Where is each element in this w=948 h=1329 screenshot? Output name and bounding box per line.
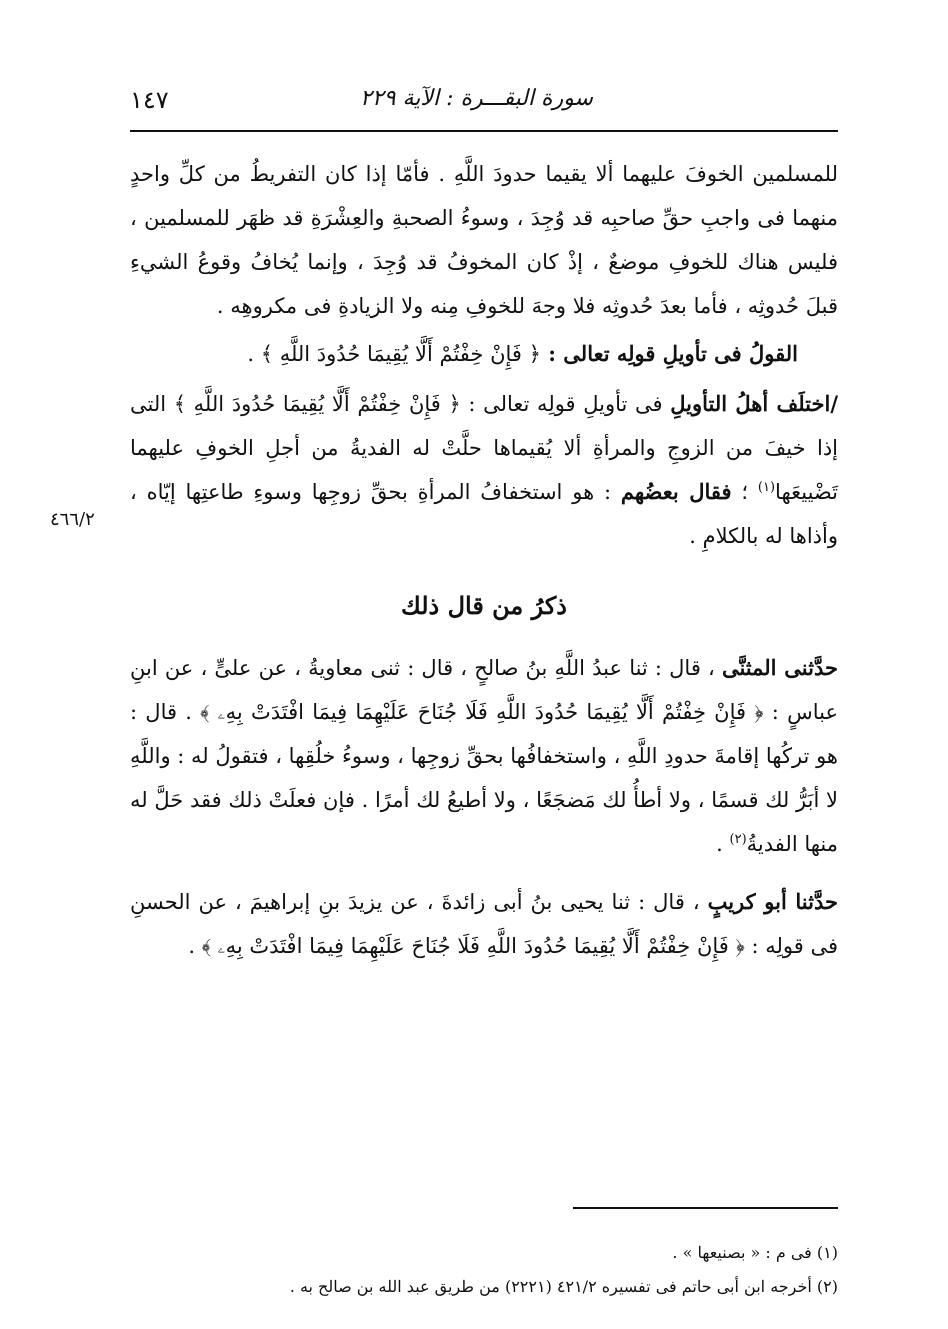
paragraph-gap <box>130 866 838 880</box>
footnote-marker-2: (٢) <box>729 832 747 847</box>
paragraph-3 <box>130 646 838 866</box>
running-title: سورة البقـــرة : الآية ٢٢٩ <box>360 86 593 111</box>
paragraph-3-end: . <box>716 832 730 856</box>
paragraph-2-end: : هو استخفافُ المرأةِ بحقِّ زوجِها وسوءِ طاعتِها إيّاه ، وأذاها له بالكلامِ . <box>130 480 838 548</box>
verse-heading <box>130 332 838 376</box>
paragraph-2 <box>130 382 838 558</box>
footnote-2: (٢) أخرجه ابن أبى حاتم فى تفسيره ٤٢١/٢ (٢٢٢١) من طريق عبد الله بن صالح به . <box>289 1277 838 1296</box>
page-header <box>130 86 838 122</box>
heading-verse: ﴿ فَإِنْ خِفْتُمْ أَلَّا يُقِيمَا حُدُودَ اللَّهِ ﴾ . <box>247 342 541 366</box>
paragraph-4-text: ، قال : ثنا يحيى بنُ أبى زائدةَ ، عن يزيدَ بنِ إبراهيمَ ، عن الحسنِ فى قولِه : ﴿ فَإِنْ خِفْتُمْ أَلَّا يُقِيمَا حُدُودَ اللَّهِ فَلَا جُنَاحَ عَلَيْهِمَا فِيمَا افْتَدَتْ بِهِۦ ﴾ . <box>130 890 838 958</box>
paragraph-2-lead: /اختلَف أهلُ التأويلِ <box>670 391 838 416</box>
margin-reference: ٤٦٦/٢ <box>50 509 95 530</box>
footnotes <box>130 1236 838 1304</box>
paragraph-4 <box>130 880 838 968</box>
header-rule <box>130 130 838 132</box>
main-text <box>130 152 838 968</box>
paragraph-2-text: فى تأويلِ قولِه تعالى : ﴿ فَإِنْ خِفْتُمْ أَلَّا يُقِيمَا حُدُودَ اللَّهِ ﴾ التى إذا خيفَ من الزوجِ والمرأةِ ألا يُقيماها حلَّتْ له الفديةُ من أجلِ الخوفِ عليهما تَضْييعَها <box>130 392 838 504</box>
paragraph-3-text: ، قال : ثنا عبدُ اللَّهِ بنُ صالحٍ ، قال : ثنى معاويةُ ، عن علىٍّ ، عن ابنِ عباسٍ : ﴿ فَإِنْ خِفْتُمْ أَلَّا يُقِيمَا حُدُودَ اللَّهِ فَلَا جُنَاحَ عَلَيْهِمَا فِيمَا افْتَدَتْ بِهِۦ ﴾ . قال : هو تركُها إقامةَ حدودِ اللَّهِ ، واستخفافُها بحقِّ زوجِها ، وسوءُ خلُقِها ، فتقولُ له : واللَّهِ لا أبَرُّ لك قسمًا ، ولا أطأُ لك مَضجَعًا ، ولا أطيعُ لك أمرًا . فإن فعلَتْ ذلك فقد حَلَّ له منها الفديةُ <box>130 656 838 856</box>
page-number: ١٤٧ <box>130 86 169 114</box>
section-title: ذكرُ من قال ذلك <box>401 591 567 620</box>
heading-label: القولُ فى تأويلِ قولِه تعالى : <box>548 341 798 366</box>
paragraph-2-separator: ؛ <box>731 480 758 504</box>
footnote-rule <box>573 1207 838 1209</box>
footnote-1: (١) فى م : « بصنيعها » . <box>672 1243 838 1262</box>
paragraph-2-bold: فقال بعضُهم <box>620 479 732 504</box>
paragraph-3-lead: حدَّثنى المثنَّى <box>721 655 838 680</box>
paragraph-1: للمسلمين الخوفَ عليهما ألا يقيما حدودَ اللَّهِ . فأمّا إذا كان التفريطُ من كلِّ واحدٍ منهما فى واجبِ حقِّ صاحبِه قد وُجِدَ ، وسوءُ الصحبةِ والعِشْرَةِ قد ظهَر للمسلمين ، فليس هناك للخوفِ موضعٌ ، إذْ كان المخوفُ قد وُجِدَ ، وإنما يُخافُ وقوعُ الشيءِ قبلَ حُدوثِه ، فأما بعدَ حُدوثِه فلا وجهَ للخوفِ مِنه ولا الزيادةِ فى مكروهِه . <box>130 162 838 318</box>
paragraph-4-lead: حدَّثنا أبو كريبٍ <box>707 889 838 914</box>
footnote-marker-1: (١) <box>757 480 776 495</box>
